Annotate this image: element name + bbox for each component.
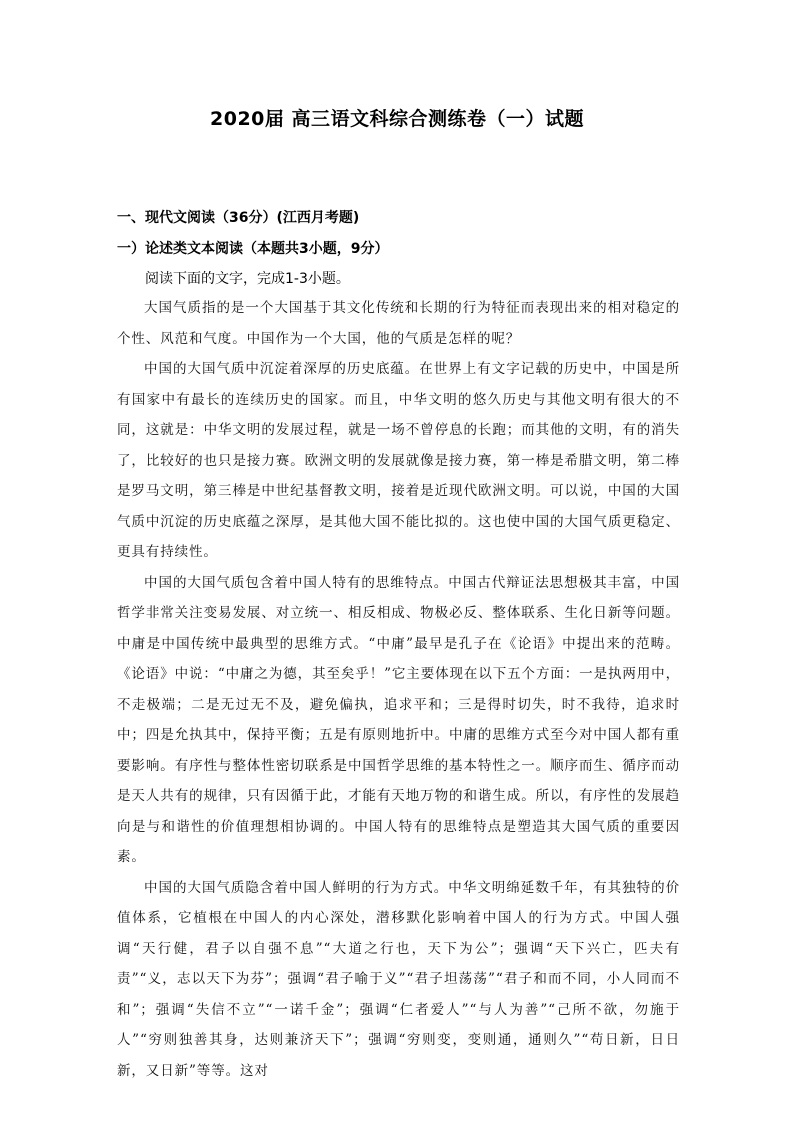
page-title: 2020届 高三语文科综合测练卷（一）试题 <box>210 108 584 130</box>
paragraph-3: 中国的大国气质包含着中国人特有的思维特点。中国古代辩证法思想极其丰富，中国哲学非常关注变易发展、对立统一、相反相成、物极必反、整体联系、生化日新等问题。中庸是中国传统中最典型的思维方式。“中庸”最早是孔子在《论语》中提出来的范畴。《论语》中说：“中庸之为德，其至矣乎！”它主要体现在以下五个方面：一是执两用中，不走极端；二是无过无不及，避免偏执，追求平和；三是得时切失，时不我待，追求时中；四是允执其中，保持平衡；五是有原则地折中。中庸的思维方式至今对中国人都有重要影响。有序性与整体性密切联系是中国哲学思维的基本特性之一。顺序而生、循序而动是天人共有的规律，只有因循于此，才能有天地万物的和谐生成。所以，有序性的发展趋向是与和谐性的价值理想相协调的。中国人特有的思维特点是塑造其大国气质的重要因素。 <box>117 574 680 865</box>
paragraph-2: 中国的大国气质中沉淀着深厚的历史底蕴。在世界上有文字记载的历史中，中国是所有国家中有最长的连续历史的国家。而且，中华文明的悠久历史与其他文明有很大的不同，这就是：中华文明的发展过程，就是一场不曾停息的长跑；而其他的文明，有的消失了，比较好的也只是接力赛。欧洲文明的发展就像是接力赛，第一棒是希腊文明，第二棒是罗马文明，第三棒是中世纪基督教文明，接着是近现代欧洲文明。可以说，中国的大国气质中沉淀的历史底蕴之深厚，是其他大国不能比拟的。这也使中国的大国气质更稳定、更具有持续性。 <box>117 361 680 560</box>
paragraph-4: 中国的大国气质隐含着中国人鲜明的行为方式。中华文明绵延数千年，有其独特的价值体系，它植根在中国人的内心深处，潜移默化影响着中国人的行为方式。中国人强调“天行健，君子以自强不息”“大道之行也，天下为公”；强调“天下兴亡，匹夫有责”“义，志以天下为芬”；强调“君子喻于义”“君子坦荡荡”“君子和而不同，小人同而不和”；强调“失信不立”“一诺千金”；强调“仁者爱人”“与人为善”“己所不欲，勿施于人”“穷则独善其身，达则兼济天下”；强调“穷则变，变则通，通则久”“苟日新，日日新，又日新”等等。这对 <box>117 879 680 1079</box>
section-heading: 一、现代文阅读（36分）(江西月考题) <box>117 210 360 226</box>
reading-instruction: 阅读下面的文字，完成1-3小题。 <box>145 271 350 287</box>
subsection-heading: 一）论述类文本阅读（本题共3小题，9分） <box>117 241 389 257</box>
paragraph-1: 大国气质指的是一个大国基于其文化传统和长期的行为特征而表现出来的相对稳定的个性、风范和气度。中国作为一个大国，他的气质是怎样的呢？ <box>117 300 680 347</box>
article-body <box>117 293 680 1086</box>
